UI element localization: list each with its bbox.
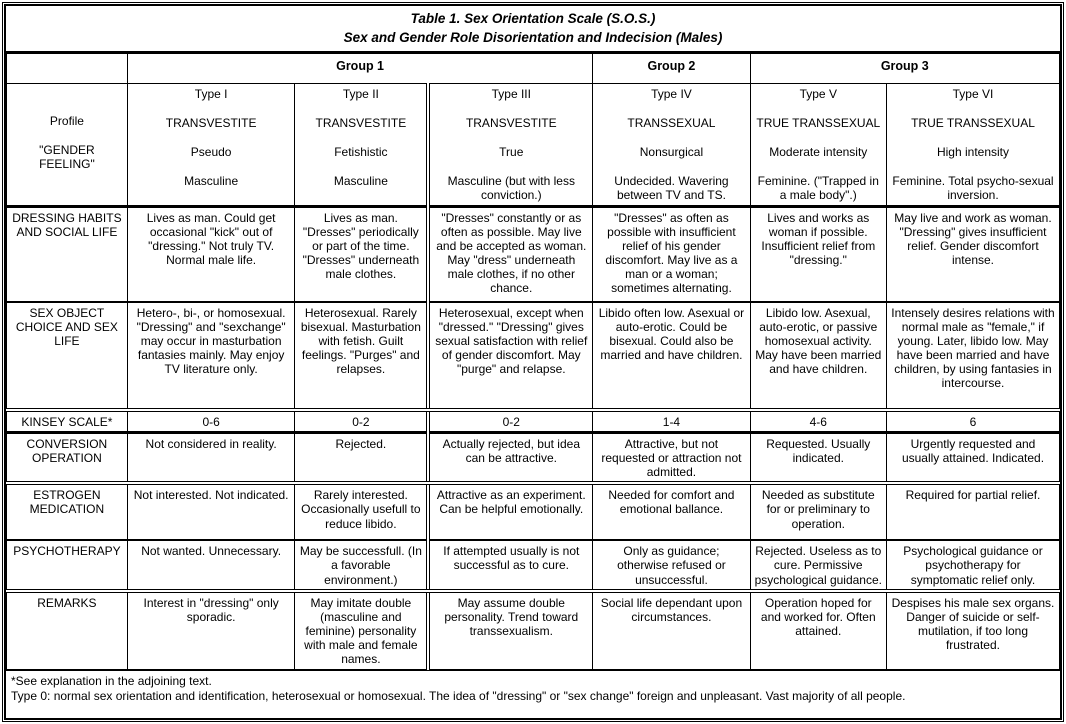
cell-kinsey-type3: 0-2 bbox=[428, 410, 593, 433]
table-footnotes bbox=[6, 670, 1060, 708]
row-label-profile bbox=[7, 83, 128, 206]
cell-remarks-type1: Interest in "dressing" only sporadic. bbox=[127, 591, 295, 669]
cell-estrogen-type4: Needed for comfort and emotional ballance. bbox=[593, 483, 750, 540]
cell-dressing-type6: May live and work as woman. "Dressing" gives insufficient relief. Gender discomfort intense. bbox=[886, 206, 1059, 302]
cell-kinsey-type1: 0-6 bbox=[127, 410, 295, 433]
type2-name: Type II bbox=[342, 86, 379, 101]
type6-category: TRUE TRANSSEXUAL bbox=[911, 116, 1035, 130]
cell-sexobject-type6: Intensely desires relations with normal male as "female," if young. Later, libido low. May have been married and have children, by using fantasies in intercourse. bbox=[886, 302, 1059, 410]
type5-feeling: Feminine. ("Trapped in a male body".) bbox=[757, 174, 879, 203]
cell-psycho-type1: Not wanted. Unnecessary. bbox=[127, 540, 295, 590]
type3-name: Type III bbox=[491, 86, 531, 101]
cell-remarks-type3: May assume double personality. Trend toward transsexualism. bbox=[428, 591, 593, 669]
table-outer-border bbox=[2, 2, 1064, 722]
cell-dressing-type1: Lives as man. Could get occasional "kick" out of "dressing." Not truly TV. Normal male life. bbox=[127, 206, 295, 302]
cell-sexobject-type4: Libido often low. Asexual or auto-erotic. Could be bisexual. Could also be married and have children. bbox=[593, 302, 750, 410]
row-label-sex-object: SEX OBJECT CHOICE AND SEX LIFE bbox=[7, 302, 128, 410]
cell-dressing-type3: "Dresses" constantly or as often as possible. May live and be accepted as woman. May "dress" underneath male clothes, if no other chance. bbox=[428, 206, 593, 302]
group2-header: Group 2 bbox=[593, 52, 750, 83]
cell-kinsey-type5: 4-6 bbox=[750, 410, 886, 433]
type4-feeling: Undecided. Wavering between TV and TS. bbox=[614, 174, 729, 203]
table-title-line1: Table 1. Sex Orientation Scale (S.O.S.) bbox=[410, 11, 656, 26]
cell-remarks-type6: Despises his male sex organs. Danger of suicide or self-mutilation, if too long frustrated. bbox=[886, 591, 1059, 669]
type4-header-cell bbox=[593, 83, 750, 206]
group3-header: Group 3 bbox=[750, 52, 1059, 83]
type1-intensity: Pseudo bbox=[190, 145, 232, 160]
type2-intensity: Fetishistic bbox=[334, 145, 388, 160]
cell-kinsey-type6: 6 bbox=[886, 410, 1059, 433]
cell-psycho-type3: If attempted usually is not successful as to cure. bbox=[428, 540, 593, 590]
type3-category: TRANSVESTITE bbox=[465, 116, 557, 130]
footnote-type0: Type 0: normal sex orientation and identification, heterosexual or homosexual. The idea of "dressing" or "sex change" foreign and unpleasant. Vast majority of all people. bbox=[11, 688, 906, 703]
row-label-remarks: REMARKS bbox=[7, 591, 128, 669]
cell-sexobject-type1: Hetero-, bi-, or homosexual. "Dressing" and "sexchange" may occur in masturbation fantasies mainly. May enjoy TV literature only. bbox=[127, 302, 295, 410]
sos-table bbox=[6, 6, 1060, 670]
cell-estrogen-type3: Attractive as an experiment. Can be helpful emotionally. bbox=[428, 483, 593, 540]
cell-sexobject-type5: Libido low. Asexual, auto-erotic, or passive homosexual activity. May have been married and have children. bbox=[750, 302, 886, 410]
cell-estrogen-type2: Rarely interested. Occasionally usefull to reduce libido. bbox=[295, 483, 428, 540]
type2-header-cell bbox=[295, 83, 428, 206]
type3-intensity: True bbox=[499, 145, 524, 160]
cell-psycho-type6: Psychological guidance or psychotherapy for symptomatic relief only. bbox=[886, 540, 1059, 590]
cell-conversion-type4: Attractive, but not requested or attraction not admitted. bbox=[593, 432, 750, 483]
cell-remarks-type2: May imitate double (masculine and feminine) personality with male and female names. bbox=[295, 591, 428, 669]
type4-name: Type IV bbox=[651, 86, 692, 101]
type2-category: TRANSVESTITE bbox=[315, 116, 407, 130]
cell-psycho-type4: Only as guidance; otherwise refused or unsuccessful. bbox=[593, 540, 750, 590]
cell-conversion-type6: Urgently requested and usually attained. Indicated. bbox=[886, 432, 1059, 483]
cell-conversion-type5: Requested. Usually indicated. bbox=[750, 432, 886, 483]
type1-feeling: Masculine bbox=[184, 174, 239, 189]
type3-header-cell bbox=[428, 83, 593, 206]
type1-name: Type I bbox=[194, 86, 228, 101]
type5-intensity: Moderate intensity bbox=[769, 145, 868, 160]
table-title-line2: Sex and Gender Role Disorientation and Indecision (Males) bbox=[343, 29, 723, 45]
cell-psycho-type5: Rejected. Useless as to cure. Permissive psychological guidance. bbox=[750, 540, 886, 590]
row-label-kinsey-scale: KINSEY SCALE* bbox=[7, 410, 128, 433]
table-title bbox=[7, 6, 1060, 52]
cell-kinsey-type4: 1-4 bbox=[593, 410, 750, 433]
type1-header-cell bbox=[127, 83, 295, 206]
row-label-psychotherapy: PSYCHOTHERAPY bbox=[7, 540, 128, 590]
type6-intensity: High intensity bbox=[936, 145, 1010, 160]
type6-header-cell bbox=[886, 83, 1059, 206]
cell-estrogen-type6: Required for partial relief. bbox=[886, 483, 1059, 540]
cell-dressing-type2: Lives as man. "Dresses" periodically or part of the time. "Dresses" underneath male clothes. bbox=[295, 206, 428, 302]
cell-psycho-type2: May be successfull. (In a favorable environment.) bbox=[295, 540, 428, 590]
profile-label-line1: Profile bbox=[49, 113, 84, 128]
cell-sexobject-type2: Heterosexual. Rarely bisexual. Masturbation with fetish. Guilt feelings. "Purges" and relapses. bbox=[295, 302, 428, 410]
type6-name: Type VI bbox=[952, 86, 994, 101]
table-inner-border bbox=[4, 4, 1062, 720]
type1-category: TRANSVESTITE bbox=[165, 116, 257, 130]
cell-dressing-type4: "Dresses" as often as possible with insufficient relief of his gender discomfort. May live as a man or a woman; sometimes alternating. bbox=[593, 206, 750, 302]
row-label-dressing-habits: DRESSING HABITS AND SOCIAL LIFE bbox=[7, 206, 128, 302]
cell-remarks-type4: Social life dependant upon circumstances. bbox=[593, 591, 750, 669]
cell-remarks-type5: Operation hoped for and worked for. Often attained. bbox=[750, 591, 886, 669]
cell-conversion-type1: Not considered in reality. bbox=[127, 432, 295, 483]
type5-category: TRUE TRANSSEXUAL bbox=[756, 116, 881, 130]
footnote-see-explanation: *See explanation in the adjoining text. bbox=[11, 673, 212, 688]
group1-header: Group 1 bbox=[127, 52, 593, 83]
row-label-conversion-operation: CONVERSION OPERATION bbox=[7, 432, 128, 483]
type6-feeling: Feminine. Total psycho-sexual inversion. bbox=[892, 174, 1054, 203]
cell-dressing-type5: Lives and works as woman if possible. Insufficient relief from "dressing." bbox=[750, 206, 886, 302]
cell-estrogen-type1: Not interested. Not indicated. bbox=[127, 483, 295, 540]
cell-conversion-type2: Rejected. bbox=[295, 432, 428, 483]
cell-sexobject-type3: Heterosexual, except when "dressed." "Dressing" gives sexual satisfaction with relief of gender discomfort. May "purge" and relapse. bbox=[428, 302, 593, 410]
cell-conversion-type3: Actually rejected, but idea can be attractive. bbox=[428, 432, 593, 483]
type5-header-cell bbox=[750, 83, 886, 206]
cell-estrogen-type5: Needed as substitute for or preliminary to operation. bbox=[750, 483, 886, 540]
type2-feeling: Masculine bbox=[333, 174, 388, 189]
type3-feeling: Masculine (but with less conviction.) bbox=[447, 174, 575, 203]
type4-intensity: Nonsurgical bbox=[639, 145, 704, 160]
type4-category: TRANSSEXUAL bbox=[627, 116, 716, 130]
cell-kinsey-type2: 0-2 bbox=[295, 410, 428, 433]
row-label-estrogen-medication: ESTROGEN MEDICATION bbox=[7, 483, 128, 540]
group-header-spacer bbox=[7, 52, 128, 83]
profile-label-line2: "GENDER FEELING" bbox=[39, 143, 95, 172]
type5-name: Type V bbox=[799, 86, 837, 101]
